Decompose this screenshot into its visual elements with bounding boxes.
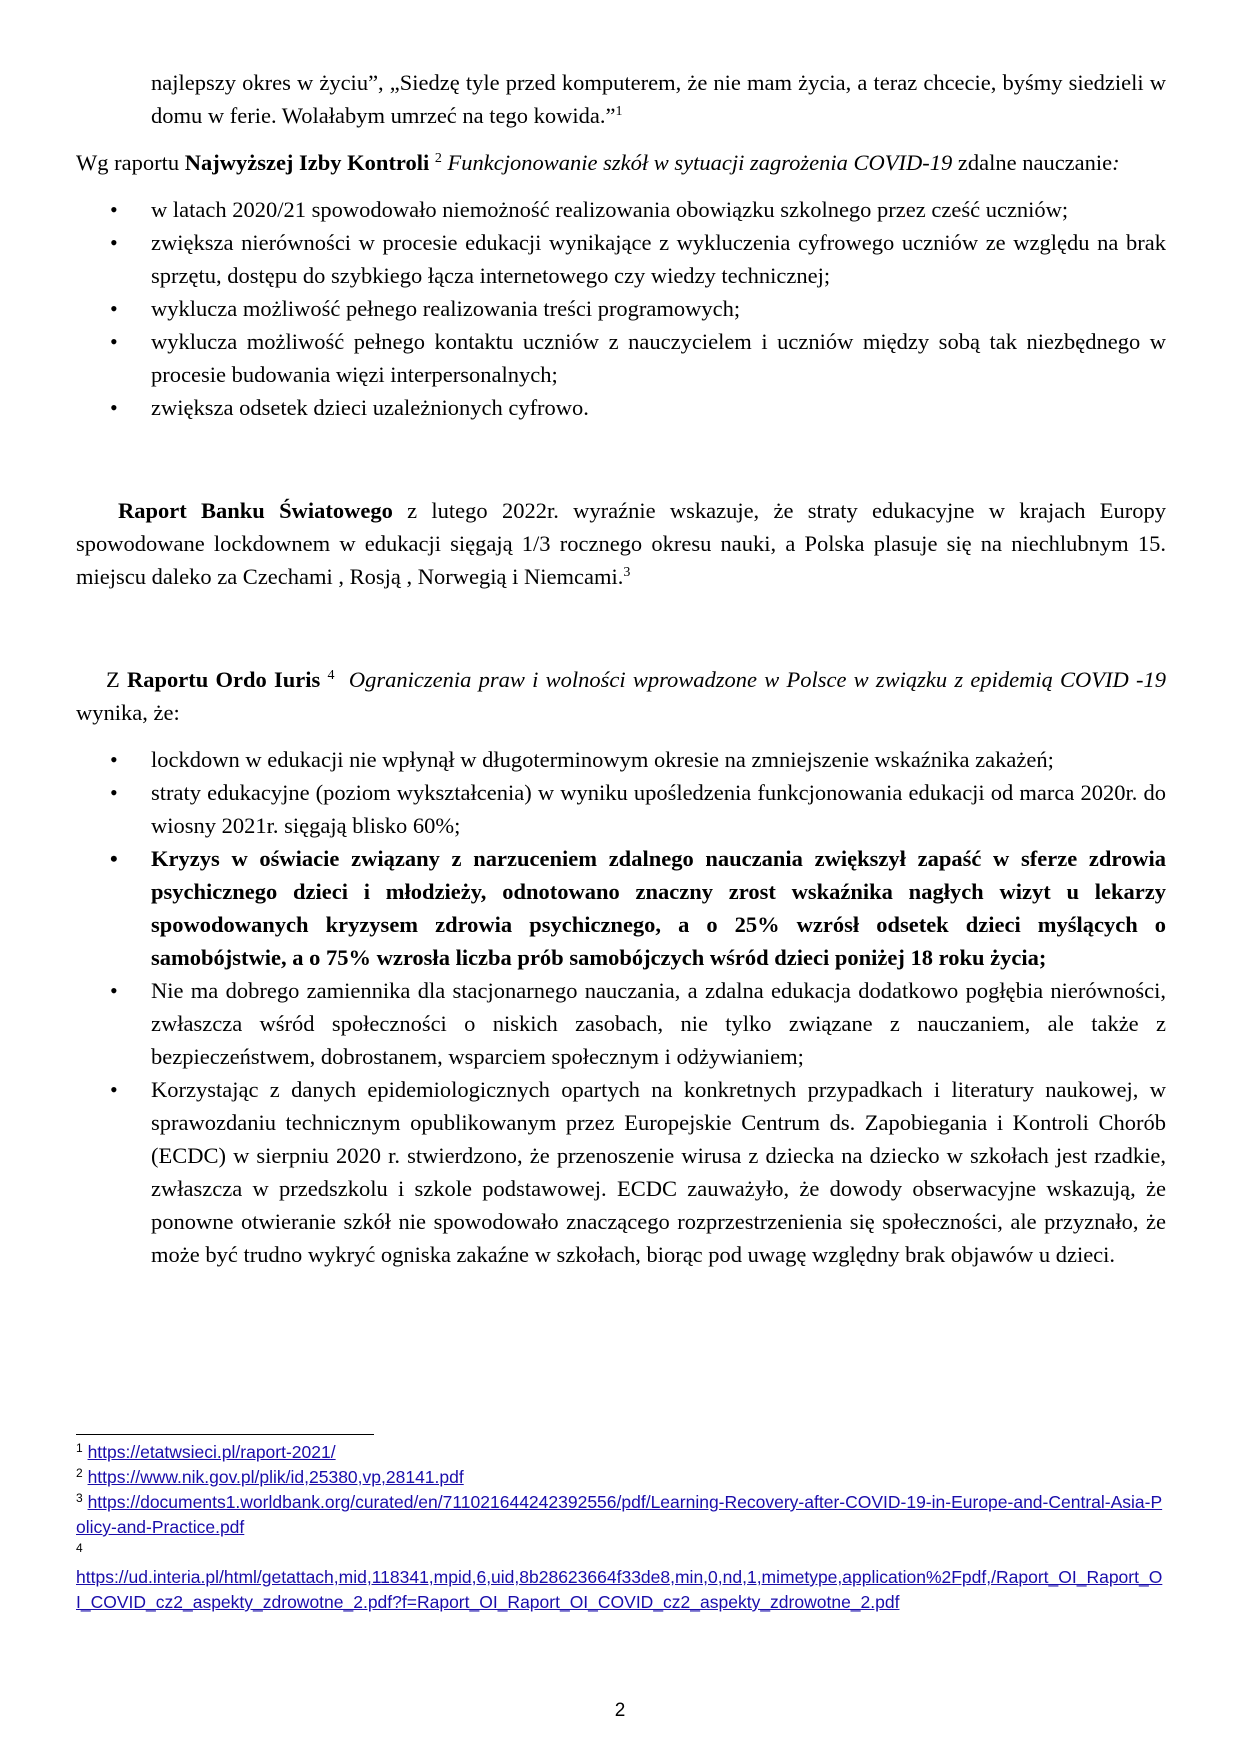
footnote-ref[interactable]: 3 [623,565,631,580]
list-item [76,974,1166,1073]
footnotes [76,1440,1166,1615]
footnote-1 [76,1440,1166,1465]
bullet-icon: • [110,747,118,772]
footnote-number: 2 [76,1466,83,1480]
list-item [76,391,1166,424]
ordo-suffix: wynika, że: [76,700,180,725]
list-item-text: zwiększa nierówności w procesie edukacji wynikające z wykluczenia cyfrowego uczniów ze względu na brak sprzętu, dostępu do szybkiego łącza internetowego czy wiedzy technicznej; [151,230,1166,288]
quote-continuation [76,66,1166,132]
bullet-icon: • [110,395,118,420]
nik-bullet-list [76,193,1166,424]
list-item-text: wyklucza możliwość pełnego realizowania treści programowych; [151,296,741,321]
nik-report-title: Funkcjonowanie szkół w sytuacji zagrożenia COVID-19 [447,150,953,175]
footnote-4 [76,1540,1166,1615]
list-item-text: wyklucza możliwość pełnego kontaktu uczniów z nauczycielem i uczniów między sobą tak niezbędnego w procesie budowania więzi interpersonalnych; [151,329,1166,387]
ordo-prefix: Z [106,667,127,692]
ordo-paragraph [76,663,1166,729]
bullet-icon: • [110,230,118,255]
footnote-link[interactable]: https://ud.interia.pl/html/getattach,mid,118341,mpid,6,uid,8b28623664f33de8,min,0,nd,1,mimetype,application%2Fpdf,/Raport_OI_Raport_OI_COVID_cz2_aspekty_zdrowotne_2.pdf?f=Raport_OI_Raport_OI_COVID_cz2_aspekty_zdrowotne_2.pdf [76,1567,1163,1612]
worldbank-paragraph [76,494,1166,593]
worldbank-org-name: Raport Banku Światowego [118,498,393,523]
page-number: 2 [614,1700,626,1721]
bullet-icon: • [110,296,118,321]
list-item-text: straty edukacyjne (poziom wykształcenia) w wyniku upośledzenia funkcjonowania edukacji od marca 2020r. do wiosny 2021r. sięgają blisko 60%; [151,780,1166,838]
footnote-link[interactable]: https://www.nik.gov.pl/plik/id,25380,vp,28141.pdf [87,1467,464,1487]
ordo-report-title: Ograniczenia praw i wolności wprowadzone w Polsce w związku z epidemią COVID -19 [348,667,1167,692]
list-item [76,743,1166,776]
footnote-ref[interactable]: 1 [615,104,623,119]
list-item [76,226,1166,292]
list-item-text: lockdown w edukacji nie wpłynął w długoterminowym okresie na zmniejszenie wskaźnika zakażeń; [151,747,1054,772]
list-item [76,776,1166,842]
footnote-number: 1 [76,1441,83,1455]
list-item-text: w latach 2020/21 spowodowało niemożność realizowania obowiązku szkolnego przez cześć uczniów; [151,197,1069,222]
list-item [76,292,1166,325]
nik-colon: : [1112,150,1120,175]
footnote-separator [76,1434,374,1435]
list-item-bold [76,842,1166,974]
footnote-number: 4 [76,1541,83,1555]
list-item-text: Nie ma dobrego zamiennika dla stacjonarnego nauczania, a zdalna edukacja dodatkowo pogłębia nierówności, zwłaszcza wśród społeczności o niskich zasobach, nie tylko związane z nauczaniem, ale także z bezpieczeństwem, dobrostanem, wsparciem społecznym i odżywianiem; [151,978,1166,1069]
bullet-icon: • [110,780,118,805]
footnote-3 [76,1490,1166,1540]
quote-text: najlepszy okres w życiu”, „Siedzę tyle przed komputerem, że nie mam życia, a teraz chcecie, byśmy siedzieli w domu w ferie. Wolałabym umrzeć na tego kowida.” [151,70,1166,128]
footnote-number: 3 [76,1491,83,1505]
ordo-org-name: Raportu Ordo Iuris [126,667,321,692]
list-item-text: Korzystając z danych epidemiologicznych opartych na konkretnych przypadkach i literatury naukowej, w sprawozdaniu technicznym opublikowanym przez Europejskie Centrum ds. Zapobiegania i Kontroli Chorób (ECDC) w sierpniu 2020 r. stwierdzono, że przenoszenie wirusa z dziecka na dziecko w szkołach jest rzadkie, zwłaszcza w przedszkolu i szkole podstawowej. ECDC zauważyło, że dowody obserwacyjne wskazują, że ponowne otwieranie szkół nie spowodowało znaczącego rozprzestrzenienia się społeczności, ale przyznało, że może być trudno wykryć ogniska zakaźne w szkołach, biorąc pod uwagę względny brak objawów u dzieci. [151,1077,1166,1267]
footnote-2 [76,1465,1166,1490]
bullet-icon: • [110,846,118,871]
list-item-text: Kryzys w oświacie związany z narzuceniem zdalnego nauczania zwiększył zapaść w sferze zdrowia psychicznego dzieci i młodzieży, odnotowano znaczny zrost wskaźnika nagłych wizyt u lekarzy spowodowanych kryzysem zdrowia psychicznego, a o 25% wzrósł odsetek dzieci myślących o samobójstwie, a o 75% wzrosła liczba prób samobójczych wśród dzieci poniżej 18 roku życia; [151,846,1166,970]
bullet-icon: • [110,1077,118,1102]
list-item [76,1073,1166,1271]
list-item-text: zwiększa odsetek dzieci uzależnionych cyfrowo. [151,395,589,420]
nik-paragraph [76,146,1166,179]
footnote-ref[interactable]: 2 [434,151,442,166]
nik-suffix: zdalne nauczanie [952,150,1113,175]
list-item [76,325,1166,391]
bullet-icon: • [110,329,118,354]
footnote-ref[interactable]: 4 [327,668,335,683]
bullet-icon: • [110,197,118,222]
bullet-icon: • [110,978,118,1003]
main-text [76,66,1166,1271]
nik-org-name: Najwyższej Izby Kontroli [184,150,430,175]
nik-prefix: Wg raportu [76,150,185,175]
footnote-link[interactable]: https://etatwsieci.pl/raport-2021/ [87,1442,336,1462]
footnote-link[interactable]: https://documents1.worldbank.org/curated/en/711021644242392556/pdf/Learning-Recovery-after-COVID-19-in-Europe-and-Central-Asia-Policy-and-Practice.pdf [76,1492,1163,1537]
worldbank-text: z lutego 2022r. wyraźnie wskazuje, że straty edukacyjne w krajach Europy spowodowane lockdownem w edukacji sięgają 1/3 rocznego okresu nauki, a Polska plasuje się na niechlubnym 15. miejscu daleko za Czechami , Rosją , Norwegią i Niemcami. [76,498,1166,589]
ordo-bullet-list [76,743,1166,1271]
list-item [76,193,1166,226]
